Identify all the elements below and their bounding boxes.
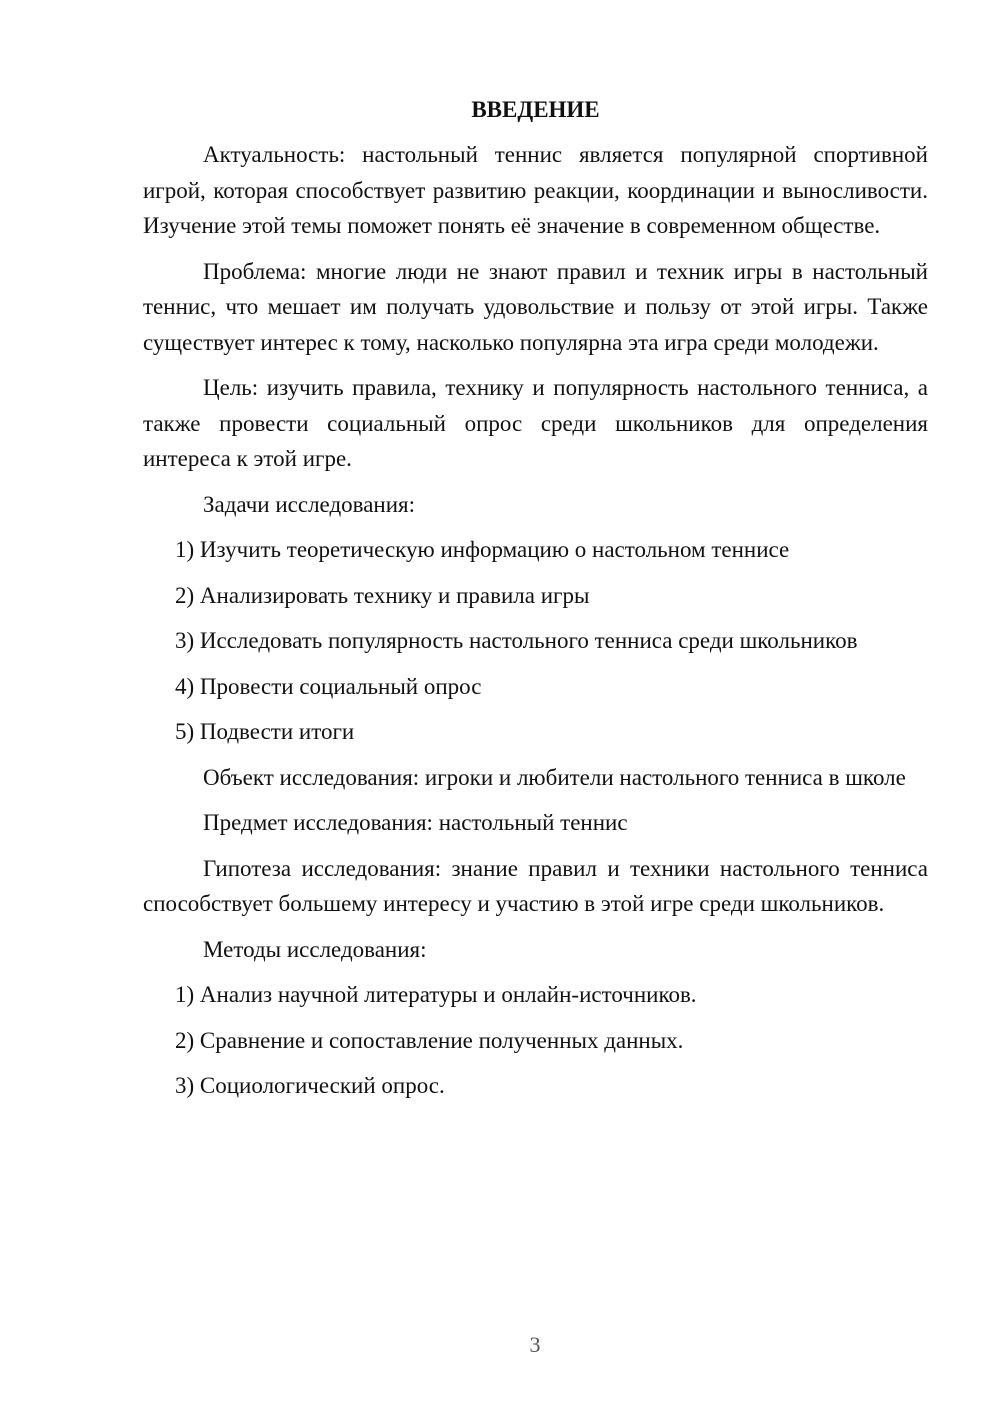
list-item: 4) Провести социальный опрос xyxy=(175,673,482,699)
list-item: 2) Анализировать технику и правила игры xyxy=(175,582,590,608)
goal-paragraph: Цель: изучить правила, технику и популярность настольного тенниса, а также провести социальный опрос среди школьников для определения интереса к этой игре. xyxy=(143,375,928,471)
list-item: 2) Сравнение и сопоставление полученных данных. xyxy=(175,1027,684,1053)
section-title: ВВЕДЕНИЕ xyxy=(471,97,600,122)
object-paragraph: Объект исследования: игроки и любители настольного тенниса в школе xyxy=(203,764,906,790)
list-item: 5) Подвести итоги xyxy=(175,719,355,744)
list-item: 3) Исследовать популярность настольного тенниса среди школьников xyxy=(175,628,858,653)
tasks-list xyxy=(143,532,928,750)
methods-list xyxy=(143,977,928,1104)
tasks-heading: Задачи исследования: xyxy=(203,491,416,517)
page-number: 3 xyxy=(529,1332,541,1357)
list-item: 1) Анализ научной литературы и онлайн-источников. xyxy=(175,982,697,1007)
list-item: 3) Социологический опрос. xyxy=(175,1073,445,1098)
relevance-paragraph: Актуальность: настольный теннис является популярной спортивной игрой, которая способствует развитию реакции, координации и выносливости. Изучение этой темы поможет понять её значение в современном обществе. xyxy=(143,142,928,238)
problem-paragraph: Проблема: многие люди не знают правил и техник игры в настольный теннис, что мешает им получать удовольствие и пользу от этой игры. Также существует интерес к тому, насколько популярна эта игра среди молодежи. xyxy=(143,258,928,355)
page-content xyxy=(143,92,928,1114)
list-item: 1) Изучить теоретическую информацию о настольном теннисе xyxy=(175,537,790,562)
methods-heading: Методы исследования: xyxy=(203,936,427,962)
subject-paragraph: Предмет исследования: настольный теннис xyxy=(203,810,628,835)
hypothesis-paragraph: Гипотеза исследования: знание правил и техники настольного тенниса способствует большему интересу и участию в этой игре среди школьников. xyxy=(143,855,928,916)
